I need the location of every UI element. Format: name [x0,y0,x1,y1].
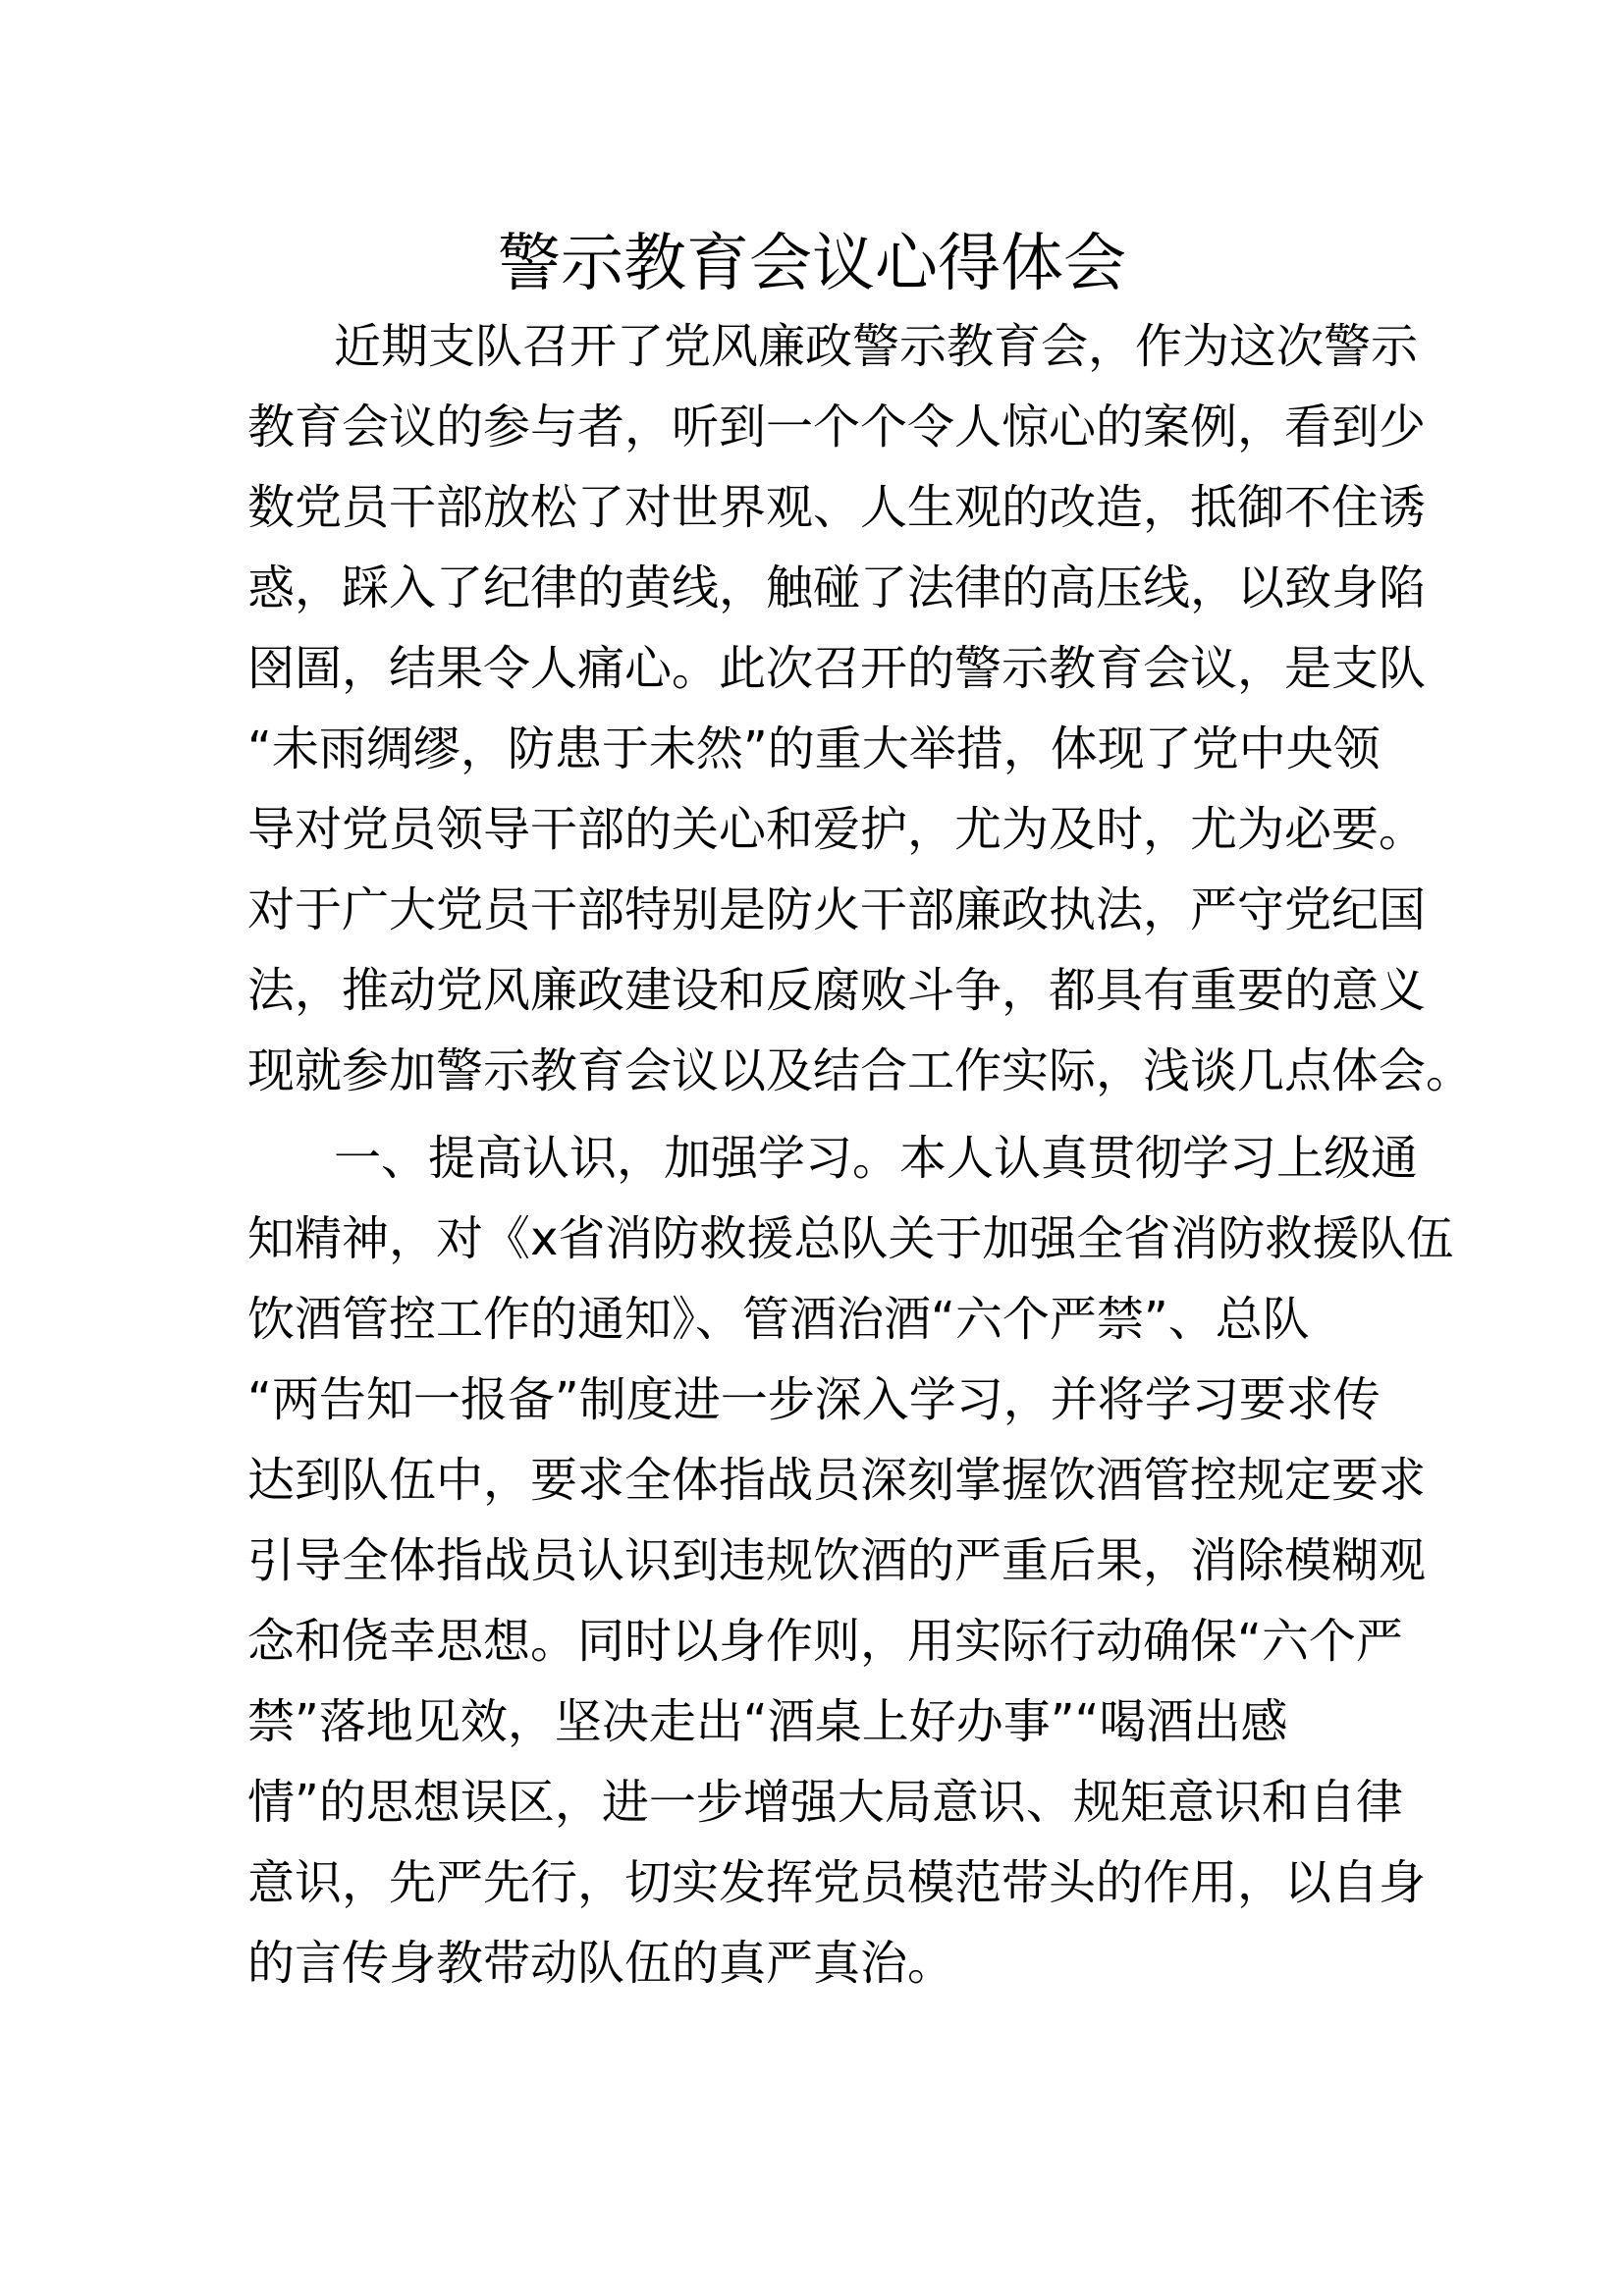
paragraph-2-line-1: 一、提高认识，加强学习。本人认真贯彻学习上级通 [334,1131,1419,1186]
paragraph-2-line-9: 情”的思想误区，进一步增强大局意识、规矩意识和自律 [247,1775,1403,1830]
document-title: 警示教育会议心得体会 [498,228,1126,300]
paragraph-2-line-11: 的言传身教带动队伍的真严真治。 [247,1936,955,1991]
paragraph-1-line-4: 惑，踩入了纪律的黄线，触碰了法律的高压线，以致身陷 [247,561,1427,615]
paragraph-2-line-6: 引导全体指战员认识到违规饮酒的严重后果，消除模糊观 [247,1533,1427,1588]
paragraph-1-line-6: “未雨绸缪，防患于未然”的重大举措，体现了党中央领 [247,721,1380,776]
paragraph-1-line-10: 现就参加警示教育会议以及结合工作实际，浅谈几点体会。 [247,1043,1474,1098]
paragraph-2-line-10: 意识，先严先行，切实发挥党员模范带头的作用，以自身 [247,1855,1427,1910]
paragraph-1-line-2: 教育会议的参与者，听到一个个令人惊心的案例，看到少 [247,400,1427,454]
paragraph-1-line-1: 近期支队召开了党风廉政警示教育会，作为这次警示 [334,319,1419,374]
paragraph-2-line-2: 知精神，对《x省消防救援总队关于加强全省消防救援队伍 [247,1211,1454,1266]
paragraph-2-line-3: 饮酒管控工作的通知》、管酒治酒“六个严禁”、总队 [247,1292,1310,1347]
paragraph-1-line-9: 法，推动党风廉政建设和反腐败斗争，都具有重要的意义 [247,963,1427,1018]
paragraph-1-line-3: 数党员干部放松了对世界观、人生观的改造，抵御不住诱 [247,480,1427,535]
paragraph-2-line-5: 达到队伍中，要求全体指战员深刻掌握饮酒管控规定要求 [247,1453,1427,1508]
paragraph-1-line-7: 导对党员领导干部的关心和爱护，尤为及时，尤为必要。 [247,802,1427,857]
paragraph-2-line-4: “两告知一报备”制度进一步深入学习，并将学习要求传 [247,1372,1380,1427]
paragraph-1-line-8: 对于广大党员干部特别是防火干部廉政执法，严守党纪国 [247,882,1427,937]
paragraph-2-line-7: 念和侥幸思想。同时以身作则，用实际行动确保“六个严 [247,1614,1403,1669]
paragraph-2-line-8: 禁”落地见效，坚决走出“酒桌上好办事”“喝酒出感 [247,1694,1288,1749]
paragraph-1-line-5: 囹圄，结果令人痛心。此次召开的警示教育会议，是支队 [247,641,1427,696]
